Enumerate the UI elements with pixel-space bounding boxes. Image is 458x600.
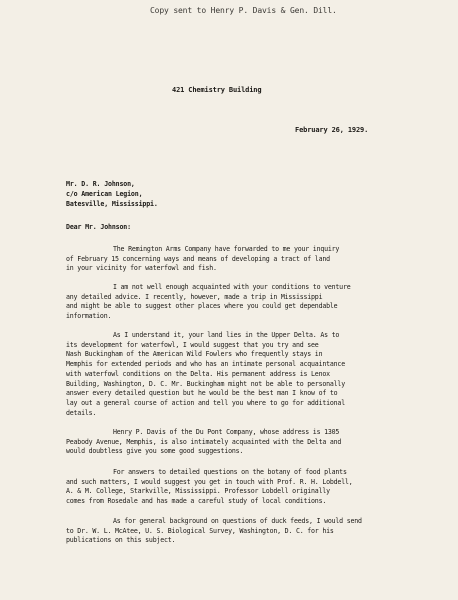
paragraph-line: Peabody Avenue, Memphis, is also intimately acquainted with the Delta and bbox=[66, 437, 342, 446]
paragraph-line: As I understand it, your land lies in the Upper Delta. As to bbox=[113, 331, 340, 339]
paragraph-5 bbox=[66, 468, 416, 507]
paragraph-4 bbox=[66, 428, 416, 457]
paragraph-line: answer every detailed question but he would be the best man I know of to bbox=[66, 389, 338, 398]
paragraph-line: As for general background on questions of duck feeds, I would send bbox=[113, 517, 362, 525]
paragraph-line: Nash Buckingham of the American Wild Fowlers who frequently stays in bbox=[66, 350, 323, 359]
paragraph-line: Building, Washington, D. C. Mr. Buckingham might not be able to personally bbox=[66, 379, 345, 388]
address-line: c/o American Legion, bbox=[66, 190, 143, 198]
paragraph-line: Memphis for extended periods and who has an intimate personal acquaintance bbox=[66, 360, 345, 369]
letterhead-building: 421 Chemistry Building bbox=[172, 86, 262, 94]
paragraph-2 bbox=[66, 283, 416, 322]
paragraph-line: The Remington Arms Company have forwarded to me your inquiry bbox=[113, 245, 340, 253]
paragraph-6 bbox=[66, 517, 416, 546]
paragraph-line: its development for waterfowl, I would suggest that you try and see bbox=[66, 340, 319, 349]
paragraph-line: Henry P. Davis of the Du Pont Company, whose address is 1305 bbox=[113, 428, 340, 436]
paragraph-line: information. bbox=[66, 312, 112, 321]
paragraph-1 bbox=[66, 245, 416, 274]
paragraph-line: would doubtless give you some good suggestions. bbox=[66, 447, 244, 456]
paragraph-line: For answers to detailed questions on the botany of food plants bbox=[113, 468, 347, 476]
address-line: Batesville, Mississippi. bbox=[66, 200, 158, 208]
paragraph-line: and such matters, I would suggest you get in touch with Prof. R. H. Lobdell, bbox=[66, 477, 353, 486]
salutation: Dear Mr. Johnson: bbox=[66, 223, 131, 231]
paragraph-line: lay out a general course of action and tell you where to go for additional bbox=[66, 398, 345, 407]
address-line: Mr. D. R. Johnson, bbox=[66, 180, 135, 188]
paragraph-line: and might be able to suggest other places where you could get dependable bbox=[66, 302, 338, 311]
copy-note: Copy sent to Henry P. Davis & Gen. Dill. bbox=[150, 6, 337, 15]
paragraph-line: publications on this subject. bbox=[66, 536, 176, 545]
recipient-address bbox=[66, 179, 158, 209]
paragraph-line: I am not well enough acquainted with your conditions to venture bbox=[113, 283, 351, 291]
paragraph-line: in your vicinity for waterfowl and fish. bbox=[66, 264, 217, 273]
paragraph-line: comes from Rosedale and has made a careful study of local conditions. bbox=[66, 497, 327, 506]
paragraph-line: of February 15 concerning ways and means of developing a tract of land bbox=[66, 254, 330, 263]
letter-date: February 26, 1929. bbox=[295, 126, 369, 134]
paragraph-line: A. & M. College, Starkville, Mississippi. Professor Lobdell originally bbox=[66, 487, 330, 496]
paragraph-3 bbox=[66, 331, 416, 418]
paragraph-line: with waterfowl conditions on the Delta. His permanent address is Lenox bbox=[66, 369, 330, 378]
paragraph-line: any detailed advice. I recently, however, made a trip in Mississippi bbox=[66, 292, 323, 301]
paragraph-line: to Dr. W. L. McAtee, U. S. Biological Survey, Washington, D. C. for his bbox=[66, 526, 334, 535]
paragraph-line: details. bbox=[66, 408, 97, 417]
